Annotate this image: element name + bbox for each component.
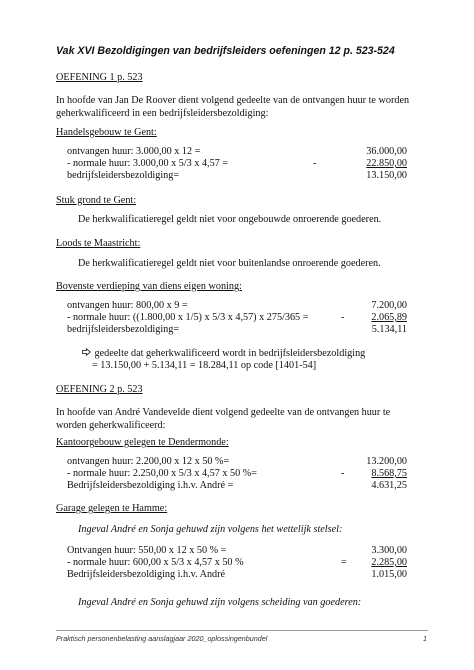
exercise-2-heading: OEFENING 2 p. 523 xyxy=(56,384,143,395)
calc-row xyxy=(67,324,407,336)
row-label: bedrijfsleidersbezoldiging= xyxy=(67,324,180,335)
row-value: 2.285,00 xyxy=(371,557,407,568)
conclusion-line-2: = 13.150,00 + 5.134,11 = 18.284,11 op code [1401-54] xyxy=(92,360,317,371)
calc-row xyxy=(67,456,407,468)
row-label: ontvangen huur: 2.200,00 x 12 x 50 %= xyxy=(67,456,230,467)
arrow-right-icon xyxy=(82,348,92,359)
row-label: ontvangen huur: 800,00 x 9 = xyxy=(67,300,188,311)
row-value: 3.300,00 xyxy=(371,545,407,556)
calc-row xyxy=(67,170,407,182)
row-label: - normale huur: 600,00 x 5/3 x 4,57 x 50 % xyxy=(67,557,244,568)
case-wettelijk-stelsel: Ingeval André en Sonja gehuwd zijn volgens het wettelijk stelsel: xyxy=(78,524,343,535)
footer-divider xyxy=(56,630,428,631)
stuk-grond-text: De herkwalificatieregel geldt niet voor ongebouwde onroerende goederen. xyxy=(78,214,382,225)
calc-row xyxy=(67,480,407,492)
row-value: 7.200,00 xyxy=(371,300,407,311)
row-value: 2.065,89 xyxy=(371,312,407,323)
calc-row xyxy=(67,312,407,324)
handelsgebouw-heading: Handelsgebouw te Gent: xyxy=(56,127,157,138)
exercise-1-intro: In hoofde van Jan De Roover dient volgend gedeelte van de ontvangen huur te worden geherkwalificeerd in een bedrijfsleidersbezoldiging: xyxy=(56,95,410,119)
conclusion-note xyxy=(82,348,365,359)
loods-heading: Loods te Maastricht: xyxy=(56,238,141,249)
row-label: ontvangen huur: 3.000,00 x 12 = xyxy=(67,146,201,157)
loods-text: De herkwalificatieregel geldt niet voor buitenlandse onroerende goederen. xyxy=(78,258,381,269)
row-label: Bedrijfsleidersbezoldiging i.h.v. André = xyxy=(67,480,234,491)
calc-row xyxy=(67,158,407,170)
row-value: 8.568,75 xyxy=(371,468,407,479)
row-value: 13.150,00 xyxy=(366,170,407,181)
row-label: - normale huur: ((1.800,00 x 1/5) x 5/3 x 4,57) x 275/365 = xyxy=(67,312,309,323)
exercise-2-intro: In hoofde van André Vandevelde dient volgend gedeelte van de ontvangen huur te worden geherkwalificeerd: xyxy=(56,407,391,431)
row-sign: - xyxy=(341,468,345,479)
row-value: 13.200,00 xyxy=(366,456,407,467)
calc-row xyxy=(67,557,407,569)
row-value: 5.134,11 xyxy=(371,324,407,335)
page-title: Vak XVI Bezoldigingen van bedrijfsleiders oefeningen 12 p. 523-524 xyxy=(56,45,395,57)
row-sign: - xyxy=(341,312,345,323)
row-value: 22.850,00 xyxy=(366,158,407,169)
calc-row xyxy=(67,146,407,158)
stuk-grond-heading: Stuk grond te Gent: xyxy=(56,195,137,206)
page-number: 1 xyxy=(423,634,427,643)
kantoorgebouw-heading: Kantoorgebouw gelegen te Dendermonde: xyxy=(56,437,229,448)
woning-heading: Bovenste verdieping van diens eigen woning: xyxy=(56,281,242,292)
calc-row xyxy=(67,545,407,557)
row-label: Bedrijfsleidersbezoldiging i.h.v. André xyxy=(67,569,226,580)
row-label: - normale huur: 3.000,00 x 5/3 x 4,57 = xyxy=(67,158,229,169)
row-value: 1.015,00 xyxy=(371,569,407,580)
garage-heading: Garage gelegen te Hamme: xyxy=(56,503,168,514)
row-value: 4.631,25 xyxy=(371,480,407,491)
row-label: - normale huur: 2.250,00 x 5/3 x 4,57 x 50 %= xyxy=(67,468,257,479)
case-scheiding-goederen: Ingeval André en Sonja gehuwd zijn volgens scheiding van goederen: xyxy=(78,597,362,608)
row-label: Ontvangen huur: 550,00 x 12 x 50 % = xyxy=(67,545,227,556)
calc-row xyxy=(67,468,407,480)
row-sign: = xyxy=(341,557,347,568)
calc-row xyxy=(67,569,407,581)
conclusion-line-1: gedeelte dat geherkwalificeerd wordt in bedrijfsleidersbezoldiging xyxy=(94,348,366,359)
calc-row xyxy=(67,300,407,312)
row-label: bedrijfsleidersbezoldiging= xyxy=(67,170,180,181)
footer-text: Praktisch personenbelasting aanslagjaar 2020_oplossingenbundel xyxy=(56,634,268,643)
row-value: 36.000,00 xyxy=(366,146,407,157)
row-sign: - xyxy=(313,158,317,169)
exercise-1-heading: OEFENING 1 p. 523 xyxy=(56,72,143,83)
